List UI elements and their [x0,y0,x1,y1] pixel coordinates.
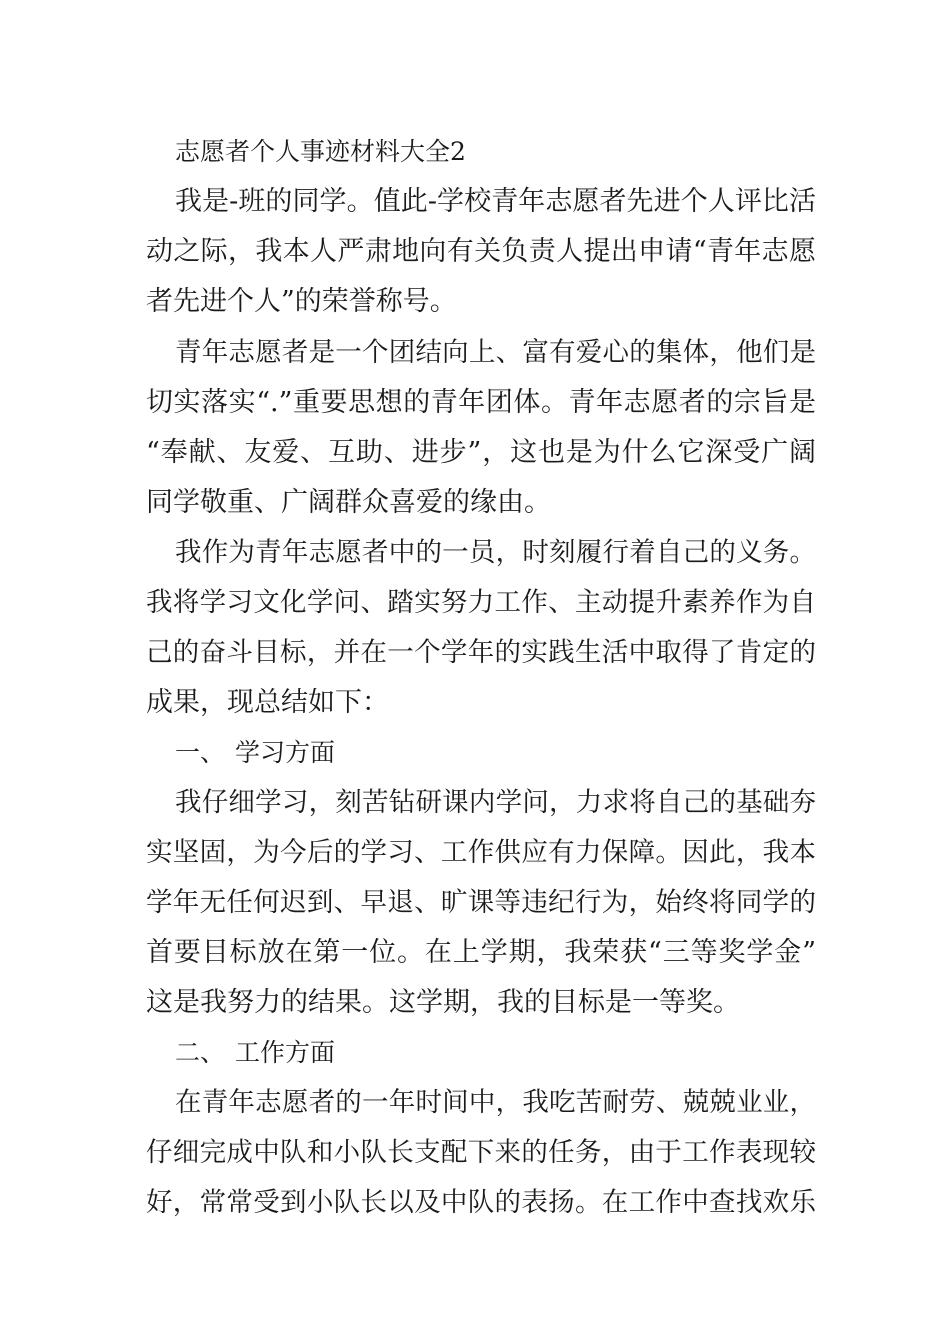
paragraph-5-line-3: 好，常常受到小队长以及中队的表扬。在工作中查找欢乐 [146,1187,816,1218]
paragraph-1-line-3: 者先进个人”的荣誉称号。 [146,286,457,317]
document-title: 志愿者个人事迹材料大全2 [175,137,466,166]
paragraph-4-line-1: 我仔细学习，刻苦钻研课内学问，力求将自己的基础夯 [175,787,816,818]
paragraph-2-line-1: 青年志愿者是一个团结向上、富有爱心的集体，他们是 [175,337,816,368]
paragraph-3-line-1: 我作为青年志愿者中的一员，时刻履行着自己的义务。 [175,537,816,568]
section-heading-text: 工作方面 [235,1038,336,1067]
section-heading-work [175,1036,335,1070]
paragraph-1-line-2: 动之际，我本人严肃地向有关负责人提出申请“青年志愿 [146,236,816,267]
paragraph-4-line-2: 实坚固，为今后的学习、工作供应有力保障。因此，我本 [146,837,816,868]
paragraph-3-line-3: 己的奋斗目标，并在一个学年的实践生活中取得了肯定的 [146,637,816,668]
section-heading-number: 二、 [175,1038,226,1067]
section-heading-number: 一、 [175,738,226,767]
paragraph-2-line-3: “奉献、友爱、互助、进步”，这也是为什么它深受广阔 [146,437,816,468]
paragraph-2-line-2: 切实落实“.”重要思想的青年团体。青年志愿者的宗旨是 [146,387,816,418]
paragraph-5-line-2: 仔细完成中队和小队长支配下来的任务，由于工作表现较 [146,1137,816,1168]
paragraph-4-line-4: 首要目标放在第一位。在上学期，我荣获“三等奖学金” [146,937,816,968]
paragraph-2-line-4: 同学敬重、广阔群众喜爱的缘由。 [146,487,551,518]
section-heading-text: 学习方面 [235,738,336,767]
section-heading-study [175,736,335,770]
paragraph-3-line-2: 我将学习文化学问、踏实努力工作、主动提升素养作为自 [146,587,816,618]
paragraph-1-line-1: 我是-班的同学。值此-学校青年志愿者先进个人评比活 [175,186,816,217]
paragraph-3-line-4: 成果，现总结如下： [146,687,389,718]
paragraph-5-line-1: 在青年志愿者的一年时间中，我吃苦耐劳、兢兢业业， [175,1087,816,1118]
paragraph-4-line-3: 学年无任何迟到、早退、旷课等违纪行为，始终将同学的 [146,887,816,918]
paragraph-4-line-5: 这是我努力的结果。这学期，我的目标是一等奖。 [146,987,740,1018]
